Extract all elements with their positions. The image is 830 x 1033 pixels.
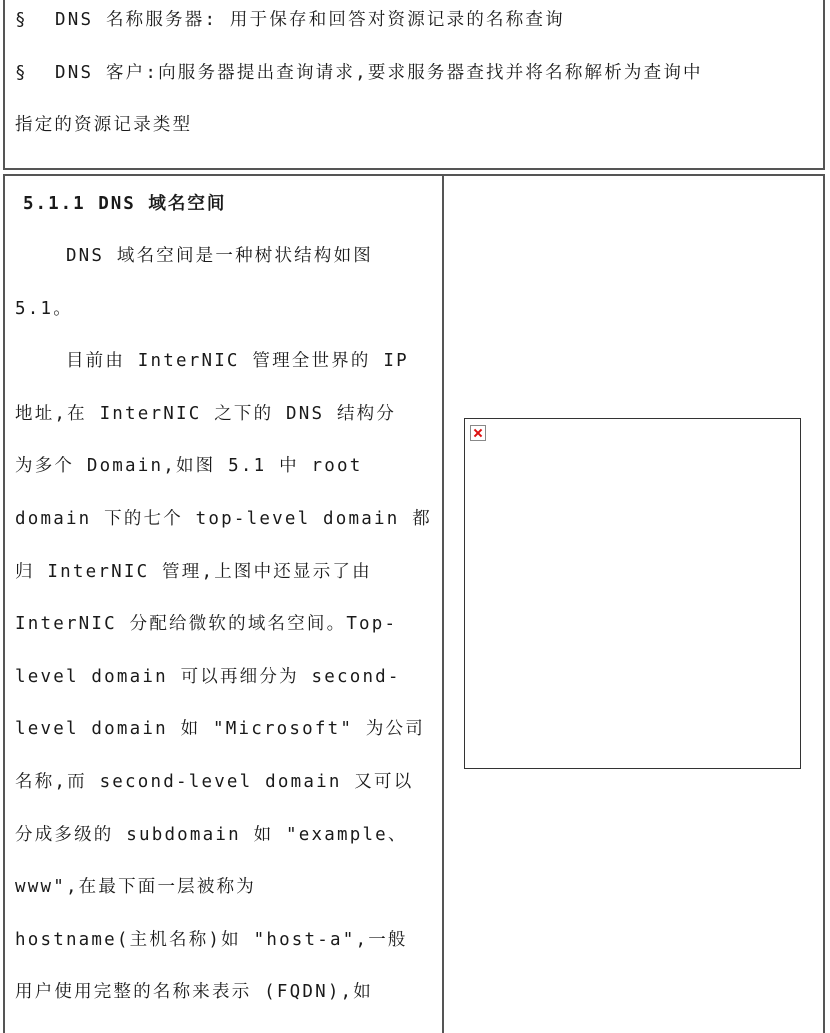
text-column xyxy=(5,176,442,1033)
bullet-text: DNS 名称服务器: 用于保存和回答对资源记录的名称查询 xyxy=(55,10,565,30)
paragraph-line: 分成多级的 subdomain 如 "example、 xyxy=(15,824,408,845)
paragraph-line: www",在最下面一层被称为 xyxy=(15,877,256,898)
bullet-item-client xyxy=(15,59,703,84)
paragraph-line: 5.1。 xyxy=(15,298,73,319)
figure-placeholder xyxy=(464,418,801,769)
bullet-continuation: 指定的资源记录类型 xyxy=(15,115,193,135)
bullet-symbol: § xyxy=(15,10,28,30)
paragraph-line: hostname(主机名称)如 "host-a",一般 xyxy=(15,929,408,950)
section-heading: 5.1.1 DNS 域名空间 xyxy=(23,194,227,214)
paragraph-line: 用户使用完整的名称来表示 (FQDN),如 xyxy=(15,982,373,1003)
paragraph-line: 为多个 Domain,如图 5.1 中 root xyxy=(15,456,363,477)
bullet-text: DNS 客户:向服务器提出查询请求,要求服务器查找并将名称解析为查询中 xyxy=(55,63,703,83)
broken-image-icon xyxy=(470,425,486,441)
paragraph-line: level domain 如 "Microsoft" 为公司 xyxy=(15,719,425,740)
paragraph-line: DNS 域名空间是一种树状结构如图 xyxy=(15,246,373,266)
paragraph-line: 目前由 InterNIC 管理全世界的 IP xyxy=(15,351,409,372)
paragraph-line: level domain 可以再细分为 second- xyxy=(15,666,401,687)
paragraph-line: 归 InterNIC 管理,上图中还显示了由 xyxy=(15,561,372,582)
bullet-symbol: § xyxy=(15,63,28,83)
content-table xyxy=(3,174,825,1033)
column-divider xyxy=(442,176,444,1033)
bullet-item-name-server xyxy=(15,6,565,31)
paragraph-line: InterNIC 分配给微软的域名空间。Top- xyxy=(15,614,398,635)
paragraph-line: 名称,而 second-level domain 又可以 xyxy=(15,772,414,792)
previous-table-cell xyxy=(3,0,825,170)
paragraph-line: 地址,在 InterNIC 之下的 DNS 结构分 xyxy=(15,403,397,424)
paragraph-line: domain 下的七个 top-level domain 都 xyxy=(15,509,432,529)
